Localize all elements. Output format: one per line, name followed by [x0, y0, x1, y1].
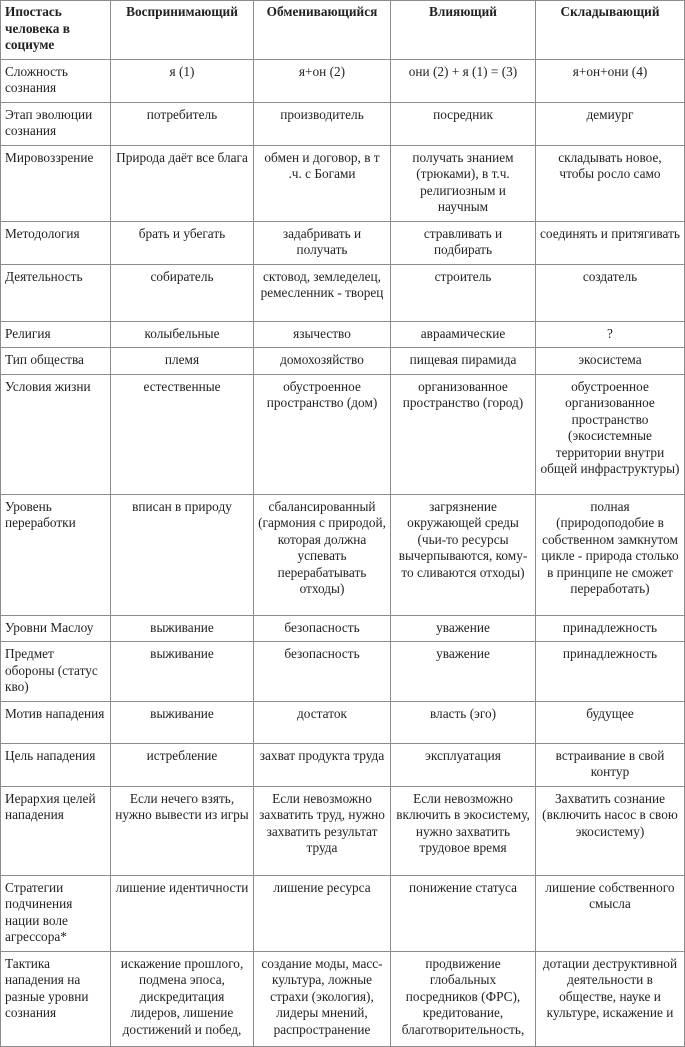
- table-cell: я (1): [111, 59, 254, 102]
- table-cell: власть (эго): [391, 701, 536, 743]
- table-row: [1, 642, 685, 702]
- table-row: [1, 221, 685, 264]
- table-cell: они (2) + я (1) = (3): [391, 59, 536, 102]
- table-cell: соединять и притягивать: [536, 221, 685, 264]
- table-cell: язычество: [254, 321, 391, 348]
- row-label: Мировоззрение: [1, 145, 111, 221]
- table-cell: продвижение глобальных посредников (ФРС), кредитование, благотворительность,: [391, 951, 536, 1046]
- table-cell: принадлежность: [536, 642, 685, 702]
- row-label: Тип общества: [1, 348, 111, 375]
- table-cell: лишение идентичности: [111, 875, 254, 951]
- table-cell: посредник: [391, 102, 536, 145]
- table-cell: потребитель: [111, 102, 254, 145]
- table-cell: выживание: [111, 701, 254, 743]
- table-cell: Захватить сознание (включить насос в свою экосистему): [536, 786, 685, 875]
- header-composing: Складывающий: [536, 1, 685, 60]
- table-cell: Если нечего взять, нужно вывести из игры: [111, 786, 254, 875]
- table-cell: собиратель: [111, 264, 254, 321]
- row-label: Цель нападения: [1, 743, 111, 786]
- table-cell: уважение: [391, 642, 536, 702]
- table-cell: безопасность: [254, 615, 391, 642]
- table-cell: обустроенное организованное пространство (экосистемные территории внутри общей инфраструктуры): [536, 374, 685, 494]
- table-cell: колыбельные: [111, 321, 254, 348]
- table-cell: обустроенное пространство (дом): [254, 374, 391, 494]
- header-hypostasis: Ипостась человека в социуме: [1, 1, 111, 60]
- table-cell: демиург: [536, 102, 685, 145]
- table-cell: организованное пространство (город): [391, 374, 536, 494]
- row-label: Религия: [1, 321, 111, 348]
- table-cell: Если невозможно включить в экосистему, нужно захватить трудовое время: [391, 786, 536, 875]
- table-cell: получать знанием (трюками), в т.ч. религиозным и научным: [391, 145, 536, 221]
- table-row: [1, 102, 685, 145]
- table-cell: лишение собственного смысла: [536, 875, 685, 951]
- table-cell: встраивание в свой контур: [536, 743, 685, 786]
- table-cell: сбалансированный (гармония с природой, которая должна успевать перерабатывать отходы): [254, 494, 391, 615]
- table-cell: выживание: [111, 615, 254, 642]
- table-cell: истребление: [111, 743, 254, 786]
- table-cell: ?: [536, 321, 685, 348]
- table-cell: сктовод, земледелец, ремесленник - творец: [254, 264, 391, 321]
- row-label: Мотив нападения: [1, 701, 111, 743]
- table-row: [1, 145, 685, 221]
- table-cell: создание моды, масс-культура, ложные страхи (экология), лидеры мнений, распространение: [254, 951, 391, 1046]
- row-label: Уровни Маслоу: [1, 615, 111, 642]
- header-influencing: Влияющий: [391, 1, 536, 60]
- table-row: [1, 494, 685, 615]
- table-row: [1, 321, 685, 348]
- table-cell: лишение ресурса: [254, 875, 391, 951]
- table-cell: создатель: [536, 264, 685, 321]
- table-cell: обмен и договор, в т .ч. с Богами: [254, 145, 391, 221]
- table-cell: полная (природоподобие в собственном замкнутом цикле - природа столько в принципе не сможет переработать): [536, 494, 685, 615]
- table-cell: я+он (2): [254, 59, 391, 102]
- table-cell: принадлежность: [536, 615, 685, 642]
- table-cell: Если невозможно захватить труд, нужно захватить результат труда: [254, 786, 391, 875]
- table-cell: Природа даёт все блага: [111, 145, 254, 221]
- table-row: [1, 615, 685, 642]
- row-label: Предмет обороны (статус кво): [1, 642, 111, 702]
- header-exchanging: Обменивающийся: [254, 1, 391, 60]
- table-cell: я+он+они (4): [536, 59, 685, 102]
- table-row: [1, 786, 685, 875]
- table-cell: искажение прошлого, подмена эпоса, дискредитация лидеров, лишение достижений и побед,: [111, 951, 254, 1046]
- table-row: [1, 374, 685, 494]
- table-cell: эксплуатация: [391, 743, 536, 786]
- table-cell: достаток: [254, 701, 391, 743]
- table-cell: захват продукта труда: [254, 743, 391, 786]
- table-row: [1, 348, 685, 375]
- table-cell: брать и убегать: [111, 221, 254, 264]
- table-cell: производитель: [254, 102, 391, 145]
- header-perceiving: Воспринимающий: [111, 1, 254, 60]
- table-cell: загрязнение окружающей среды (чьи-то ресурсы вычерпываются, кому-то сливаются отходы): [391, 494, 536, 615]
- table-cell: естественные: [111, 374, 254, 494]
- table-cell: строитель: [391, 264, 536, 321]
- table-cell: вписан в природу: [111, 494, 254, 615]
- table-cell: экосистема: [536, 348, 685, 375]
- table-row: [1, 875, 685, 951]
- table-cell: пищевая пирамида: [391, 348, 536, 375]
- table-header-row: [1, 1, 685, 60]
- table-cell: складывать новое, чтобы росло само: [536, 145, 685, 221]
- table-cell: дотации деструктивной деятельности в обществе, науке и культуре, искажение и: [536, 951, 685, 1046]
- table-cell: домохозяйство: [254, 348, 391, 375]
- row-label: Методология: [1, 221, 111, 264]
- table-cell: стравливать и подбирать: [391, 221, 536, 264]
- row-label: Тактика нападения на разные уровни сознания: [1, 951, 111, 1046]
- row-label: Деятельность: [1, 264, 111, 321]
- table-row: [1, 264, 685, 321]
- table-cell: будущее: [536, 701, 685, 743]
- row-label: Сложность сознания: [1, 59, 111, 102]
- table-cell: авраамические: [391, 321, 536, 348]
- table-cell: задабривать и получать: [254, 221, 391, 264]
- table-row: [1, 951, 685, 1046]
- row-label: Этап эволюции сознания: [1, 102, 111, 145]
- table-row: [1, 59, 685, 102]
- table-row: [1, 701, 685, 743]
- table-cell: племя: [111, 348, 254, 375]
- table-cell: безопасность: [254, 642, 391, 702]
- table-cell: понижение статуса: [391, 875, 536, 951]
- table-row: [1, 743, 685, 786]
- row-label: Условия жизни: [1, 374, 111, 494]
- table-cell: уважение: [391, 615, 536, 642]
- row-label: Иерархия целей нападения: [1, 786, 111, 875]
- row-label: Стратегии подчинения нации воле агрессора*: [1, 875, 111, 951]
- row-label: Уровень переработки: [1, 494, 111, 615]
- table-cell: выживание: [111, 642, 254, 702]
